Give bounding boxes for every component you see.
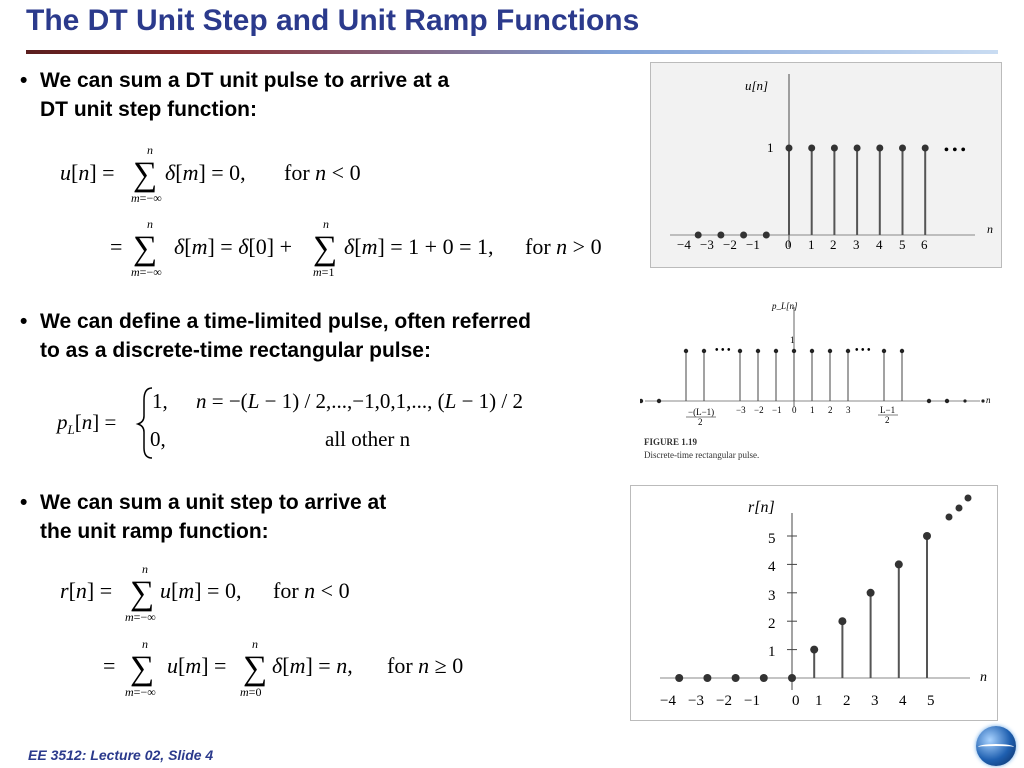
ramp-point [703,674,711,682]
svg-text:n: n [147,143,153,157]
tick-label: −3 [736,405,746,415]
ramp-continuation-point [956,505,963,512]
svg-text:all other n: all other n [325,427,411,451]
slide-footer: EE 3512: Lecture 02, Slide 4 [28,747,214,763]
rect-point [810,349,814,353]
svg-text:u[m] = 0,: u[m] = 0, [160,578,242,603]
bullet-line: to as a discrete-time rectangular pulse: [40,339,431,362]
svg-text:n: n [142,562,148,576]
svg-text:for n < 0: for n < 0 [273,578,350,603]
rect-zero-point [657,399,661,403]
rect-point [792,349,796,353]
svg-text:0,: 0, [150,427,166,451]
y-axis-label: p_L[n] [772,301,798,311]
rect-zero-point [945,399,949,403]
ramp-point [788,674,796,682]
svg-text:u[m] =: u[m] = [167,653,227,678]
equation-rect-pulse [55,388,523,458]
bullet-line: the unit ramp function: [40,520,269,543]
tick-label: −4 [677,237,691,252]
svg-text:for n ≥ 0: for n ≥ 0 [387,653,464,678]
ramp-point [867,589,875,597]
step-point [808,145,815,152]
svg-text:δ[m] = 0,: δ[m] = 0, [165,160,246,185]
rect-point [846,349,850,353]
x-axis-label: n [980,670,987,685]
rect-point [900,349,904,353]
continuation-dots: • • • [944,143,966,158]
step-point [763,232,770,239]
ramp-point [675,674,683,682]
bullet-dot: • [20,69,28,92]
tick-label: 0 [792,405,797,415]
svg-text:∑: ∑ [313,230,338,267]
bullet-line: We can define a time-limited pulse, often referred [40,310,531,333]
continuation-dots: • • • [855,345,871,356]
svg-text:u[n] =: u[n] = [60,160,115,185]
bullet-line: We can sum a DT unit pulse to arrive at a [40,69,450,92]
tick-label: −(L−1) [688,407,715,417]
rect-zero-point [927,399,931,403]
step-point [899,145,906,152]
tick-label: 5 [899,237,906,252]
bullet-line: We can sum a unit step to arrive at [40,491,387,514]
svg-text:r[n] =: r[n] = [60,578,113,603]
tick-label: −2 [723,237,737,252]
svg-text:=: = [110,234,123,259]
equation-ramp-positive [103,637,463,699]
unit-step-figure [650,62,1002,268]
tick-label: 1 [810,405,815,415]
bullet-dot: • [20,310,28,333]
svg-text:∑: ∑ [133,156,158,193]
slide-title: The DT Unit Step and Unit Ramp Functions [26,4,640,37]
svg-text:δ[m] = 1 + 0 = 1,: δ[m] = 1 + 0 = 1, [344,234,494,259]
svg-text:m=−∞: m=−∞ [131,265,162,279]
figure-caption-title: FIGURE 1.19 [644,437,698,447]
equation-unit-step-negative [60,143,361,205]
svg-text:n: n [323,217,329,231]
step-point [786,145,793,152]
rect-point [882,349,886,353]
svg-text:m=0: m=0 [240,685,262,699]
svg-text:∑: ∑ [243,650,268,687]
svg-text:∑: ∑ [130,575,155,612]
tick-label: −3 [700,237,714,252]
rect-point [738,349,742,353]
svg-text:m=−∞: m=−∞ [125,610,156,624]
ramp-point [810,646,818,654]
tick-label: −3 [688,693,704,709]
tick-label: 5 [927,693,935,709]
figure-caption-text: Discrete-time rectangular pulse. [644,450,760,460]
svg-text:=: = [103,653,116,678]
step-point [831,145,838,152]
tick-label: −2 [716,693,732,709]
tick-label: −1 [744,693,760,709]
x-axis-label: n [987,222,993,236]
svg-text:n: n [252,637,258,651]
tick-label: 3 [853,237,860,252]
x-axis-label: n [986,395,991,405]
svg-text:∑: ∑ [130,650,155,687]
svg-text:n: n [147,217,153,231]
rect-zero-point [981,399,984,402]
y-tick-label: 5 [768,531,776,547]
tick-label: 3 [871,693,879,709]
rect-point [684,349,688,353]
rect-point [774,349,778,353]
svg-text:m=−∞: m=−∞ [125,685,156,699]
svg-text:m=1: m=1 [313,265,335,279]
ramp-continuation-point [965,495,972,502]
tick-label: 3 [846,405,851,415]
svg-text:n: n [142,637,148,651]
svg-text:∑: ∑ [133,230,158,267]
rect-pulse-figure [640,295,1000,467]
ramp-point [895,560,903,568]
y-tick-label: 1 [790,335,795,345]
svg-text:δ[m] = δ[0] +: δ[m] = δ[0] + [174,234,292,259]
rect-point [756,349,760,353]
y-tick-label: 1 [767,140,774,155]
tick-label: 6 [921,237,928,252]
tick-label: 4 [899,693,907,709]
step-point [876,145,883,152]
university-logo-globe [976,726,1016,766]
tick-label: 2 [698,417,703,427]
tick-label: 0 [785,237,792,252]
ramp-point [760,674,768,682]
tick-label: −4 [660,693,676,709]
tick-label: 2 [830,237,837,252]
svg-text:m=−∞: m=−∞ [131,191,162,205]
y-axis-label: u[n] [745,78,769,93]
svg-text:for n < 0: for n < 0 [284,160,361,185]
tick-label: 1 [815,693,823,709]
svg-text:δ[m] = n,: δ[m] = n, [272,653,353,678]
continuation-dots: • • • [715,345,731,356]
svg-text:n = −(L − 1) / 2,...,−1,0,1,..: n = −(L − 1) / 2,...,−1,0,1,..., (L − 1) / 2 [196,389,523,413]
y-axis-label: r[n] [748,499,775,516]
tick-label: −1 [772,405,782,415]
rect-point [828,349,832,353]
tick-label: 2 [843,693,851,709]
equation-ramp-negative [60,562,350,624]
tick-label: 2 [828,405,833,415]
tick-label: 2 [885,415,890,425]
ramp-point [838,617,846,625]
ramp-continuation-point [946,514,953,521]
step-point [922,145,929,152]
ramp-point [732,674,740,682]
tick-label: 4 [876,237,883,252]
y-tick-label: 1 [768,644,776,660]
tick-label: L−1 [880,405,896,415]
svg-text:for n > 0: for n > 0 [525,234,602,259]
rect-point [702,349,706,353]
rect-zero-point [963,399,966,402]
svg-text:1,: 1, [152,389,168,413]
bullet-dot: • [20,491,28,514]
tick-label: −2 [754,405,764,415]
ramp-point [923,532,931,540]
equation-unit-step-positive [110,217,602,279]
y-tick-label: 2 [768,616,776,632]
step-point [854,145,861,152]
svg-text:pL[n] =: $p_L[n]$ = [57,410,117,437]
bullet-line: DT unit step function: [40,98,257,121]
tick-label: −1 [746,237,760,252]
tick-label: 0 [792,693,800,709]
y-tick-label: 4 [768,559,776,575]
unit-ramp-figure [630,485,998,721]
y-tick-label: 3 [768,588,776,604]
tick-label: 1 [808,237,815,252]
